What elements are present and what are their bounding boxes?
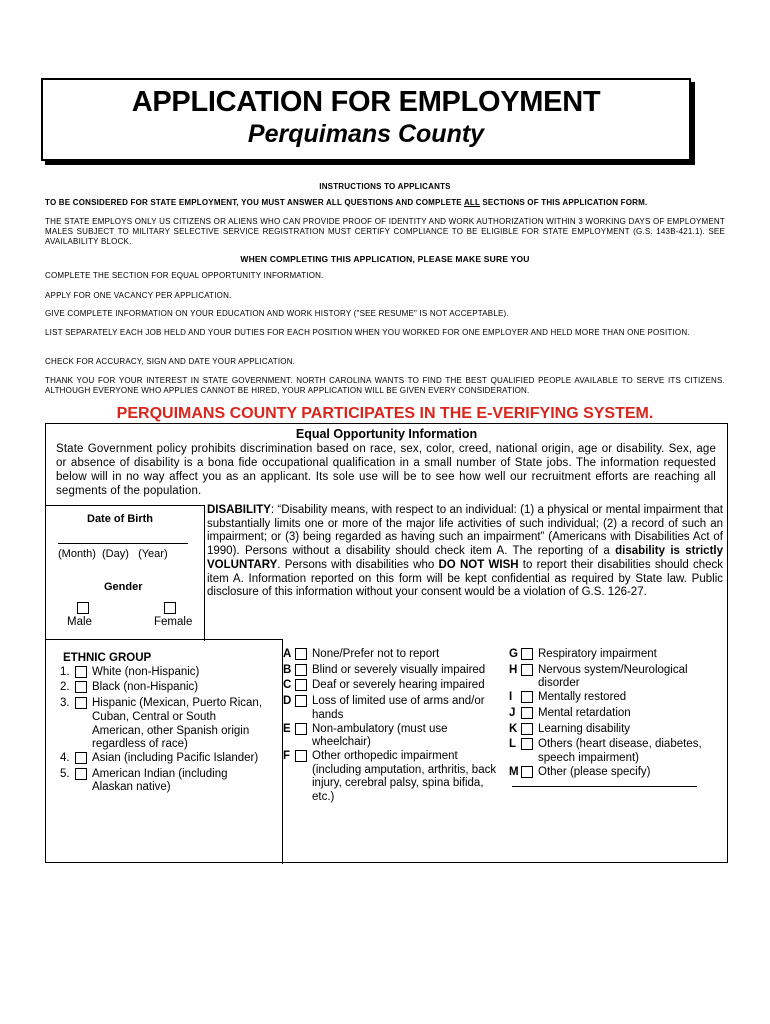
disability-code: B (283, 663, 292, 676)
disability-code: F (283, 749, 291, 762)
disability-code: E (283, 722, 291, 735)
disability-code: H (509, 663, 518, 676)
ethnic-checkbox[interactable] (75, 697, 87, 709)
ethnic-checkbox[interactable] (75, 666, 87, 678)
county-name: Perquimans County (247, 120, 485, 148)
ethnic-option (60, 666, 267, 682)
checkbox-wrap (521, 664, 538, 691)
disability-label: Other orthopedic impairment (including amputation, arthritis, back injury, cerebral palsy, spina bifida, etc.) (312, 749, 497, 804)
checkbox-wrap (521, 738, 538, 765)
disability-option (283, 723, 503, 750)
dob-gender-box (46, 505, 205, 641)
male-checkbox[interactable] (77, 602, 89, 614)
disability-label: Learning disability (538, 722, 631, 735)
disability-option (283, 648, 503, 664)
disability-code: J (509, 706, 516, 719)
disability-label: Others (heart disease, diabetes, speech impairment) (538, 738, 702, 764)
ethnic-label: American Indian (including Alaskan native) (92, 767, 228, 794)
disability-code: K (509, 722, 518, 735)
checkbox-wrap (75, 768, 92, 795)
checkbox-wrap (75, 752, 92, 768)
disability-label: Deaf or severely hearing impaired (312, 679, 485, 692)
disability-label: Nervous system/Neurological disorder (538, 663, 688, 690)
checkbox-wrap (75, 697, 92, 752)
ethnic-option (60, 697, 267, 752)
ethnic-heading: ETHNIC GROUP (63, 652, 152, 664)
ethnic-label: White (non-Hispanic) (92, 665, 200, 678)
ethnic-option (60, 681, 267, 697)
disability-code: D (283, 695, 292, 708)
dob-input-line[interactable] (58, 543, 188, 544)
ethnic-number: 1. (60, 665, 70, 678)
checkbox-wrap (295, 695, 312, 722)
instruction-item: GIVE COMPLETE INFORMATION ON YOUR EDUCATION AND WORK HISTORY ("SEE RESUME" IS NOT ACCEPTABLE). (45, 309, 509, 318)
disability-definition: DISABILITY: “Disability means, with respect to an individual: (1) a physical or mental impairment that substantially limits one or more of the major life activities of such individual; (2) a record of such an impairment; or (3) being regarded as having such an impairment” (Americans with Disabilities Act of 1990). Persons without a disability should check item A. The reporting of a disability is strictly VOLUNTARY. Persons with disabilities who DO NOT WISH to report their disabilities should check item A. Information reported on this form will be kept confidential as required by State law. Public disclosure of this information without your consent would be a violation of G.S. 126-27. (207, 504, 723, 599)
equal-opportunity-section (45, 423, 728, 863)
disability-option (283, 664, 503, 680)
ethnic-number: 5. (60, 767, 70, 780)
disability-checkbox[interactable] (295, 695, 307, 707)
ethnic-label: Asian (including Pacific Islander) (92, 751, 259, 764)
ethnic-group-box (46, 639, 283, 864)
ethnic-checkbox[interactable] (75, 752, 87, 764)
instructions-subheading: WHEN COMPLETING THIS APPLICATION, PLEASE MAKE SURE YOU (240, 254, 530, 264)
checkbox-wrap (521, 766, 538, 782)
disability-option (509, 664, 724, 691)
disability-option (509, 723, 724, 739)
disability-label: Blind or severely visually impaired (312, 663, 486, 676)
disability-label: Other (please specify) (538, 765, 651, 778)
disability-code: I (509, 691, 513, 704)
female-label: Female (154, 616, 193, 628)
disability-option (283, 750, 503, 805)
dob-format: (Month) (Day) (Year) (58, 548, 168, 560)
disability-list-a (283, 648, 503, 805)
eeo-policy: State Government policy prohibits discrimination based on race, sex, color, creed, national origin, age or disability. Sex, age or absence of disability is a bona fide occupational qualification in a small number of State jobs. The information requested below will in no way affect you as an applicant. Its sole use will be to see how well our recruitment efforts are reaching all segments of the population. (56, 443, 716, 497)
disability-checkbox[interactable] (295, 648, 307, 660)
dob-label: Date of Birth (87, 513, 153, 525)
disability-option (283, 695, 503, 722)
everify-notice: PERQUIMANS COUNTY PARTICIPATES IN THE E-VERIFYING SYSTEM. (116, 405, 654, 422)
disability-code: M (509, 765, 519, 778)
disability-checkbox[interactable] (521, 691, 533, 703)
citizen-note: THE STATE EMPLOYS ONLY US CITIZENS OR ALIENS WHO CAN PROVIDE PROOF OF IDENTITY AND WORK AUTHORIZATION WITHIN 3 WORKING DAYS OF EMPLOYMENT MALES SUBJECT TO MILITARY SELECTIVE SERVICE REGISTRATION MUST CERTIFY COMPLIANCE TO BE ELIGIBLE FOR STATE EMPLOYMENT (G.S. 143B-421.1). SEE AVAILABILITY BLOCK. (45, 217, 725, 246)
checkbox-wrap (295, 679, 312, 695)
disability-label: Loss of limited use of arms and/or hands (312, 695, 485, 721)
checkbox-wrap (521, 723, 538, 739)
disability-checkbox[interactable] (295, 750, 307, 762)
other-specify-line[interactable] (512, 786, 697, 787)
ethnic-number: 3. (60, 697, 70, 710)
disability-checkbox[interactable] (295, 664, 307, 676)
instruction-item: COMPLETE THE SECTION FOR EQUAL OPPORTUNITY INFORMATION. (45, 271, 324, 280)
checkbox-wrap (295, 723, 312, 750)
disability-option (509, 648, 724, 664)
instructions-line1: TO BE CONSIDERED FOR STATE EMPLOYMENT, YOU MUST ANSWER ALL QUESTIONS AND COMPLETE ALL SECTIONS OF THIS APPLICATION FORM. (45, 198, 648, 207)
instruction-item: APPLY FOR ONE VACANCY PER APPLICATION. (45, 291, 232, 300)
disability-checkbox[interactable] (521, 738, 533, 750)
checkbox-wrap (75, 681, 92, 697)
instruction-item: CHECK FOR ACCURACY, SIGN AND DATE YOUR APPLICATION. (45, 357, 296, 366)
checkbox-wrap (295, 750, 312, 805)
ethnic-checkbox[interactable] (75, 768, 87, 780)
gender-label: Gender (104, 581, 143, 593)
checkbox-wrap (521, 648, 538, 664)
checkbox-wrap (75, 666, 92, 682)
disability-checkbox[interactable] (521, 766, 533, 778)
ethnic-label: Hispanic (Mexican, Puerto Rican, Cuban, Central or South American, other Spanish origin regardless of race) (92, 697, 263, 751)
title-box (41, 78, 691, 161)
disability-code: L (509, 738, 517, 751)
disability-checkbox[interactable] (521, 664, 533, 676)
disability-label: Non-ambulatory (must use wheelchair) (312, 722, 448, 749)
disability-checkbox[interactable] (521, 648, 533, 660)
checkbox-wrap (295, 648, 312, 664)
disability-checkbox[interactable] (521, 723, 533, 735)
instruction-item: THANK YOU FOR YOUR INTEREST IN STATE GOVERNMENT. NORTH CAROLINA WANTS TO FIND THE BEST QUALIFIED PEOPLE AVAILABLE TO SERVE ITS CITIZENS. ALTHOUGH EVERYONE WHO APPLIES CANNOT BE HIRED, YOUR APPLICATION WILL BE GIVEN EVERY CONSIDERATION. (45, 376, 725, 395)
disability-label: Mental retardation (538, 706, 631, 719)
male-label: Male (67, 616, 92, 628)
disability-checkbox[interactable] (295, 723, 307, 735)
checkbox-wrap (521, 691, 538, 707)
disability-checkbox[interactable] (295, 679, 307, 691)
ethnic-number: 2. (60, 681, 70, 694)
ethnic-checkbox[interactable] (75, 681, 87, 693)
page-title: APPLICATION FOR EMPLOYMENT (131, 86, 601, 118)
instructions-heading: INSTRUCTIONS TO APPLICANTS (319, 182, 451, 191)
ethnic-number: 4. (60, 751, 70, 764)
disability-code: A (283, 648, 292, 660)
instruction-item: LIST SEPARATELY EACH JOB HELD AND YOUR DUTIES FOR EACH POSITION WHEN YOU WORKED FOR ONE EMPLOYER AND HELD MORE THAN ONE POSITION. (45, 328, 690, 337)
disability-option (509, 766, 724, 782)
disability-label: Mentally restored (538, 691, 627, 704)
disability-label: Respiratory impairment (538, 648, 657, 660)
disability-option (283, 679, 503, 695)
disability-code: C (283, 679, 292, 692)
ethnic-group-list (60, 652, 267, 795)
disability-option (509, 691, 724, 707)
disability-checkbox[interactable] (521, 707, 533, 719)
disability-option (509, 707, 724, 723)
ethnic-option (60, 768, 267, 795)
checkbox-wrap (295, 664, 312, 680)
eeo-title: Equal Opportunity Information (295, 427, 478, 441)
ethnic-option (60, 752, 267, 768)
female-checkbox[interactable] (164, 602, 176, 614)
disability-list-b (509, 648, 724, 781)
disability-label: None/Prefer not to report (312, 648, 440, 660)
ethnic-label: Black (non-Hispanic) (92, 681, 199, 694)
disability-code: G (509, 648, 518, 660)
checkbox-wrap (521, 707, 538, 723)
disability-option (509, 738, 724, 765)
